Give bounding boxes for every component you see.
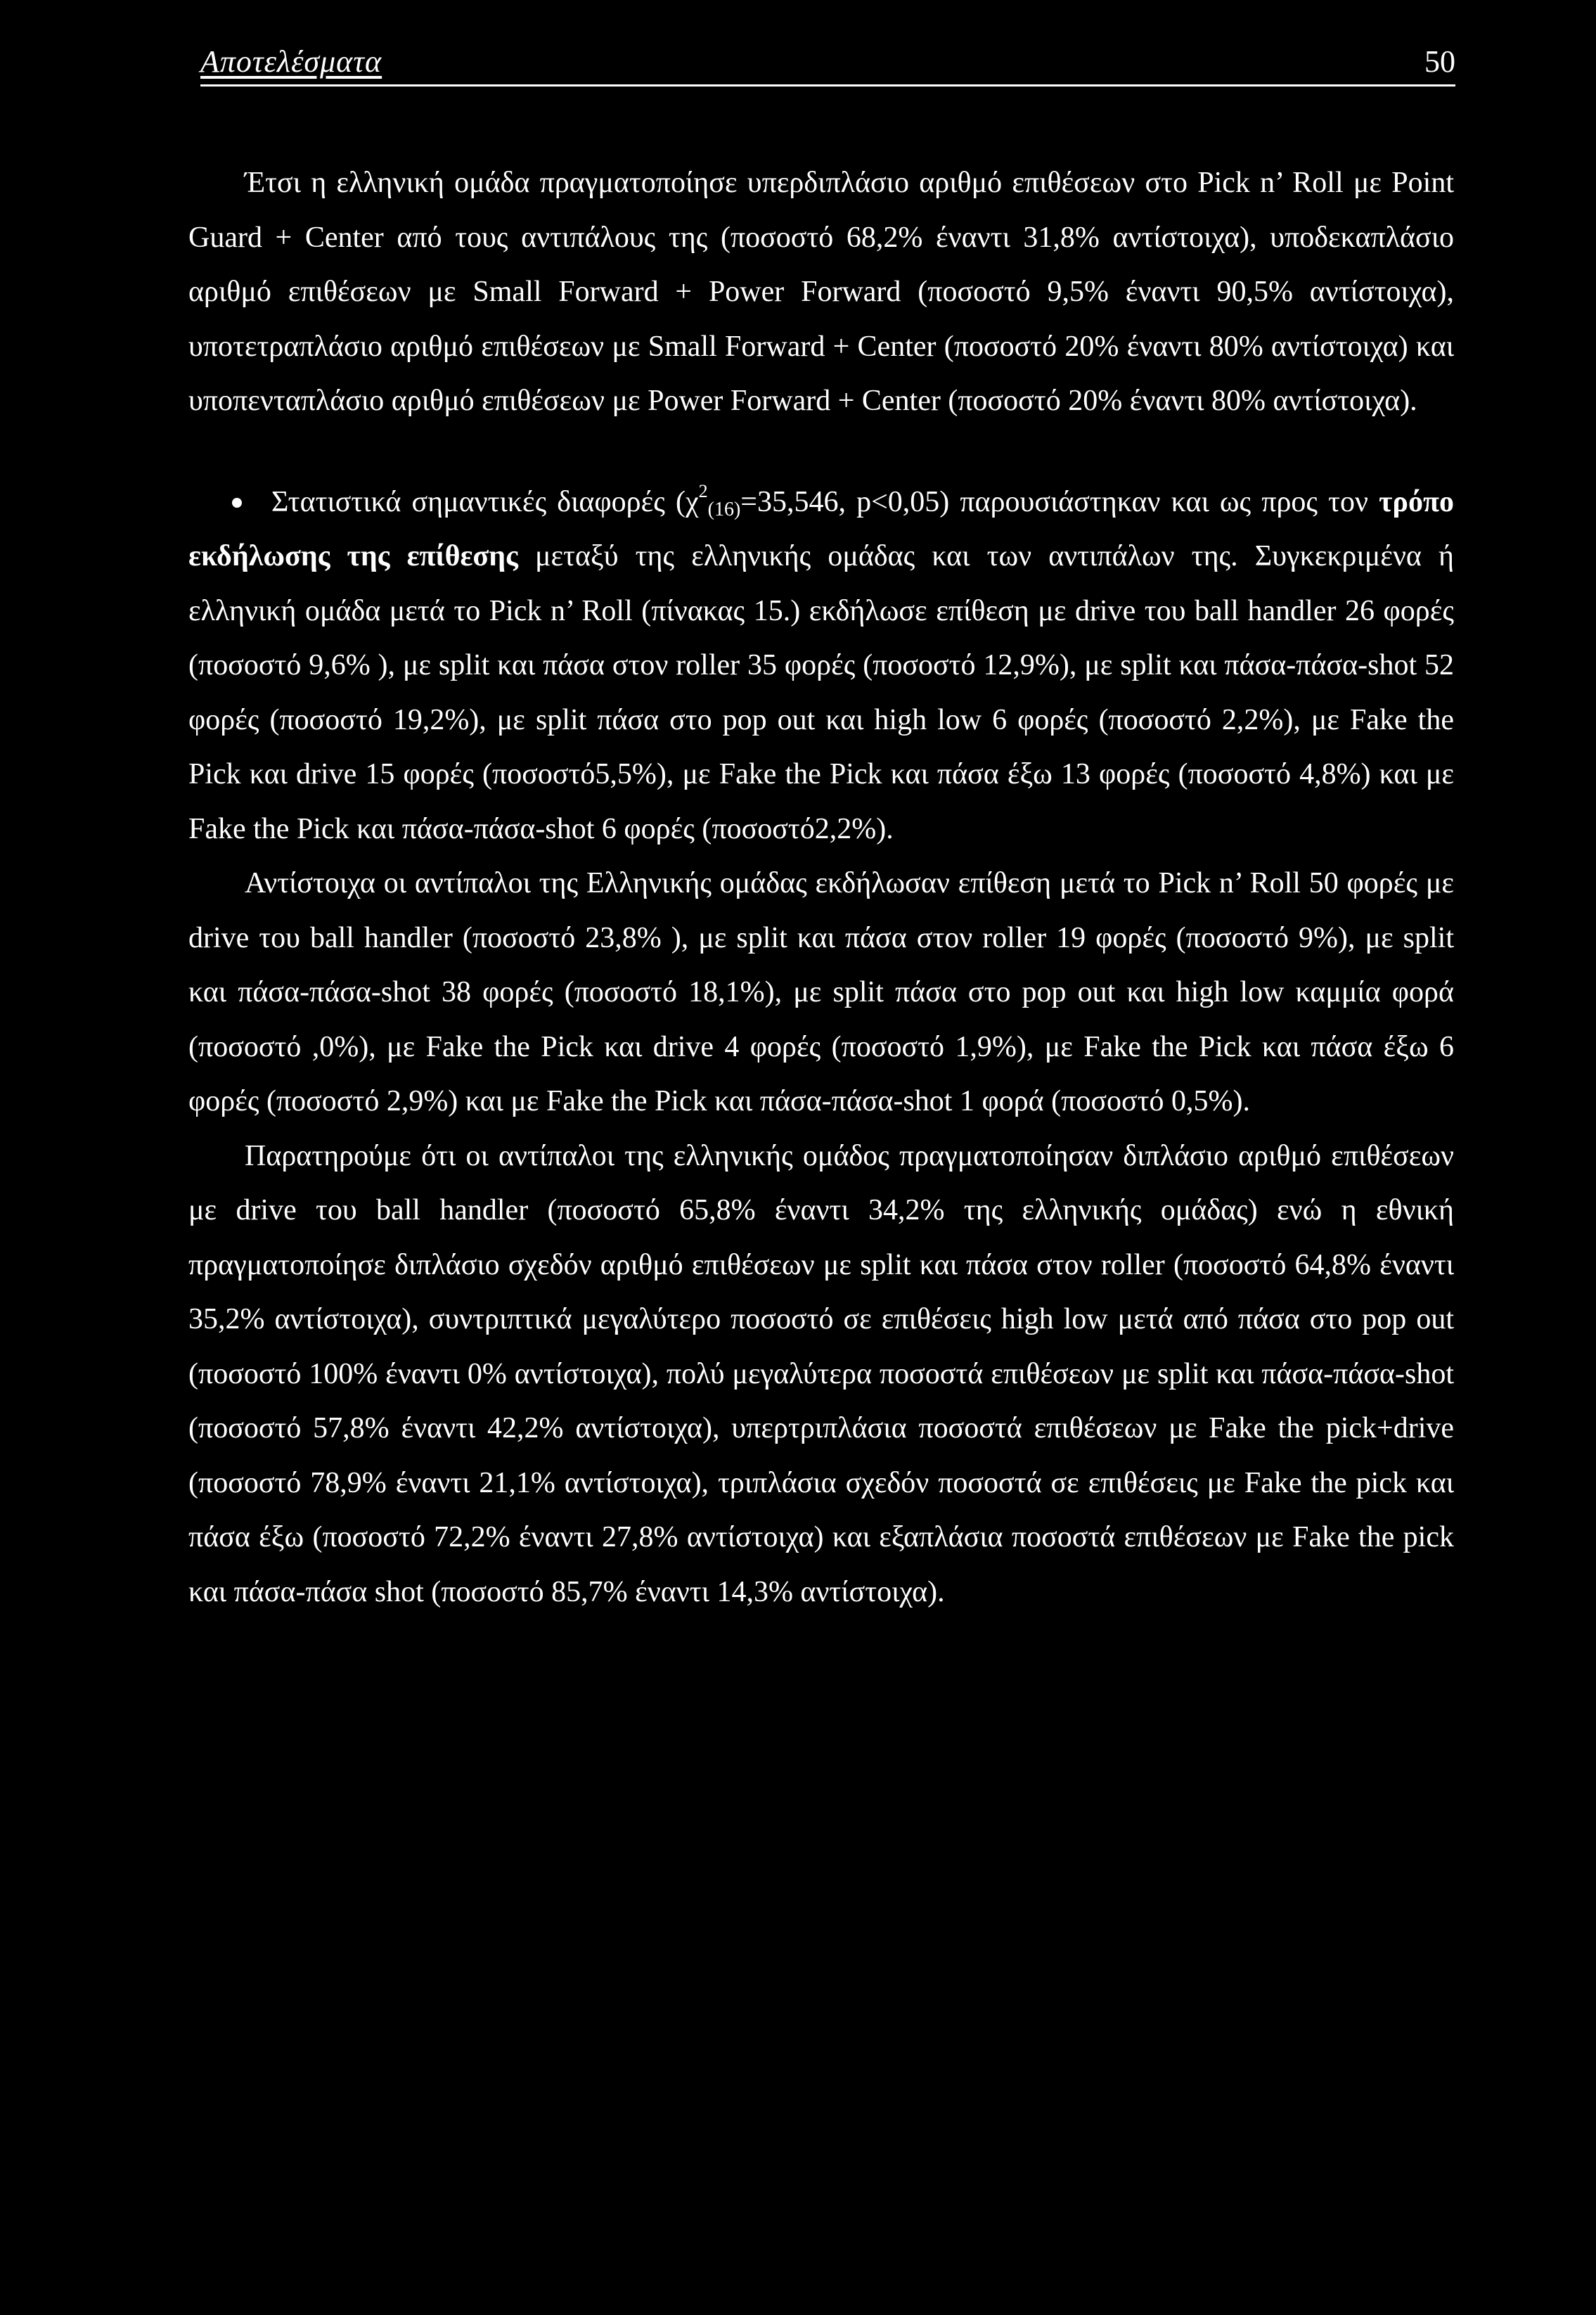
chi-statistic: =35,546, p<0,05) παρουσιάστηκαν και ως προς τον: [740, 485, 1379, 518]
paragraph-4: Παρατηρούμε ότι οι αντίπαλοι της ελληνικής ομάδος πραγματοποίησαν διπλάσιο αριθμό επιθέσεων με drive του ball handler (ποσοστό 65,8% έναντι 34,2% της ελληνικής ομάδας) ενώ η εθνική πραγματοποίησε διπλάσιο σχεδόν αριθμό επιθέσεων με split και πάσα στον roller (ποσοστό 64,8% έναντι 35,2% αντίστοιχα), συντριπτικά μεγαλύτερο ποσοστό σε επιθέσεις high low μετά από πάσα στο pop out (ποσοστό 100% έναντι 0% αντίστοιχα), πολύ μεγαλύτερα ποσοστά επιθέσεων με split και πάσα-πάσα-shot (ποσοστό 57,8% έναντι 42,2% αντίστοιχα), υπερτριπλάσια ποσοστά επιθέσεων με Fake the pick+drive (ποσοστό 78,9% έναντι 21,1% αντίστοιχα), τριπλάσια σχεδόν ποσοστά σε επιθέσεις με Fake the pick και πάσα έξω (ποσοστό 72,2% έναντι 27,8% αντίστοιχα) και εξαπλάσια ποσοστά επιθέσεων με Fake the pick και πάσα-πάσα shot (ποσοστό 85,7% έναντι 14,3% αντίστοιχα).: [188, 1139, 1454, 1608]
section-title: Αποτελέσματα: [200, 44, 382, 79]
chi-symbol: χ: [685, 485, 699, 518]
page-number: 50: [1424, 44, 1455, 79]
page-header: [200, 41, 1455, 86]
bullet-icon: [232, 498, 242, 508]
bullet-intro: Στατιστικά σημαντικές διαφορές (: [271, 485, 686, 518]
body-text: [188, 156, 1454, 1620]
bullet-rest: μεταξύ της ελληνικής ομάδας και των αντιπάλων της. Συγκεκριμένα ή ελληνική ομάδα μετά το Pick n’ Roll (πίνακας 15.) εκδήλωσε επίθεση με drive του ball handler 26 φορές (ποσοστό 9,6% ), με split και πάσα στον roller 35 φορές (ποσοστό 12,9%), με split και πάσα-πάσα-shot 52 φορές (ποσοστό 19,2%), με split πάσα στο pop out και high low 6 φορές (ποσοστό 2,2%), με Fake the Pick και drive 15 φορές (ποσοστό5,5%), με Fake the Pick και πάσα έξω 13 φορές (ποσοστό 4,8%) και με Fake the Pick και πάσα-πάσα-shot 6 φορές (ποσοστό2,2%).: [188, 540, 1455, 845]
chi-superscript: 2: [698, 480, 708, 501]
paragraph-1: Έτσι η ελληνική ομάδα πραγματοποίησε υπερδιπλάσιο αριθμό επιθέσεων στο Pick n’ Roll με Point Guard + Center από τους αντιπάλους της (ποσοστό 68,2% έναντι 31,8% αντίστοιχα), υποδεκαπλάσιο αριθμό επιθέσεων με Small Forward + Power Forward (ποσοστό 9,5% έναντι 90,5% αντίστοιχα), υποτετραπλάσιο αριθμό επιθέσεων με Small Forward + Center (ποσοστό 20% έναντι 80% αντίστοιχα) και υποπενταπλάσιο αριθμό επιθέσεων με Power Forward + Center (ποσοστό 20% έναντι 80% αντίστοιχα).: [188, 167, 1454, 417]
bullet-paragraph: [188, 475, 1454, 857]
chi-subscript: (16): [707, 498, 741, 520]
bold-phrase: τρόπο εκδήλωσης της επίθεσης: [188, 485, 1454, 572]
paragraph-3: Αντίστοιχα οι αντίπαλοι της Ελληνικής ομάδας εκδήλωσαν επίθεση μετά το Pick n’ Roll 50 φορές με drive του ball handler (ποσοστό 23,8% ), με split και πάσα στον roller 19 φορές (ποσοστό 9%), με split και πάσα-πάσα-shot 38 φορές (ποσοστό 18,1%), με split πάσα στο pop out και high low καμμία φορά (ποσοστό ,0%), με Fake the Pick και drive 4 φορές (ποσοστό 1,9%), με Fake the Pick και πάσα έξω 6 φορές (ποσοστό 2,9%) και με Fake the Pick και πάσα-πάσα-shot 1 φορά (ποσοστό 0,5%).: [188, 867, 1454, 1117]
